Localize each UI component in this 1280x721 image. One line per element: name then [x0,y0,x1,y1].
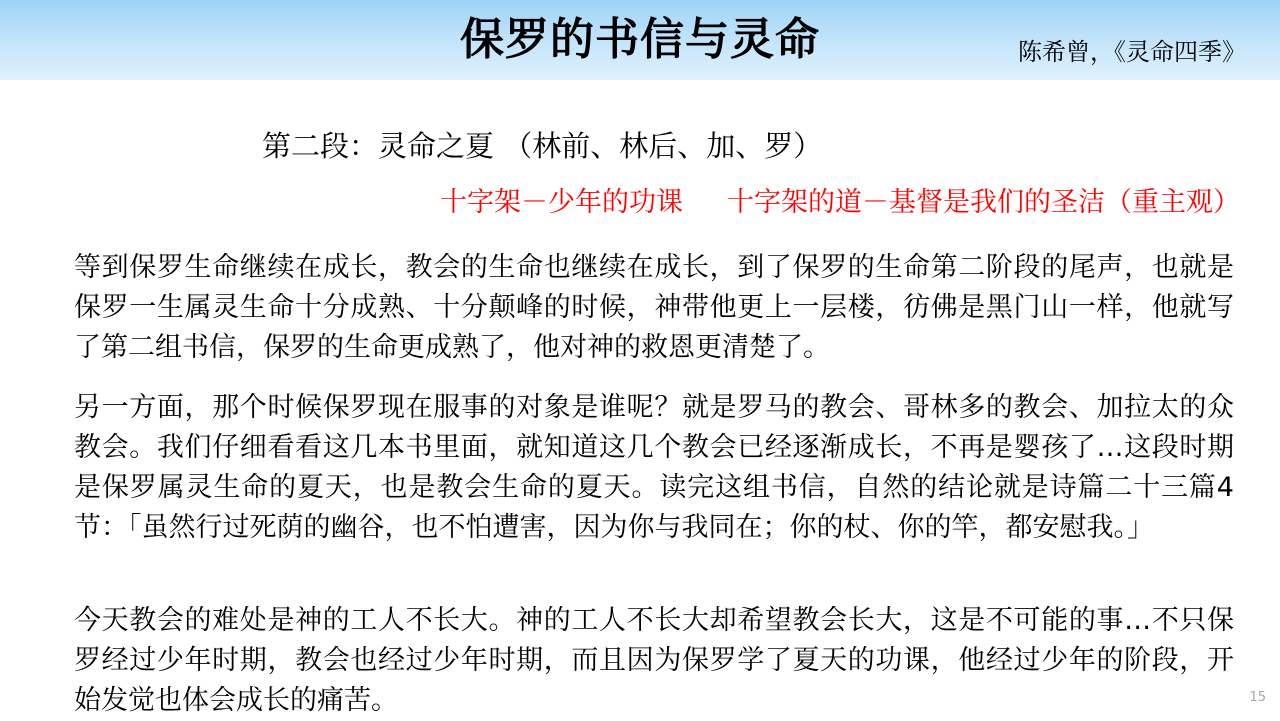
body-paragraph-2: 另一方面，那个时候保罗现在服事的对象是谁呢？就是罗马的教会、哥林多的教会、加拉太的众教会。我们仔细看看这几本书里面，就知道这几个教会已经逐渐成长，不再是婴孩了…这段时期是保罗属灵生命的夏天，也是教会生命的夏天。读完这组书信，自然的结论就是诗篇二十三篇4节：「虽然行过死荫的幽谷，也不怕遭害，因为你与我同在；你的杖、你的竿，都安慰我。」 [74,392,1234,543]
theme-right: 十字架的道－基督是我们的圣洁（重主观） [727,187,1240,218]
theme-line [440,184,1240,222]
page-number: 15 [1249,690,1266,705]
body-paragraph-1: 等到保罗生命继续在成长，教会的生命也继续在成长，到了保罗的生命第二阶段的尾声，也就是保罗一生属灵生命十分成熟、十分颠峰的时候，神带他更上一层楼，彷佛是黑门山一样，他就写了第二组书信，保罗的生命更成熟了，他对神的救恩更清楚了。 [74,252,1234,363]
section-heading: 第二段：灵命之夏 （林前、林后、加、罗） [262,129,823,163]
theme-left: 十字架－少年的功课 [440,187,683,218]
attribution: 陈希曾，《灵命四季》 [1018,38,1246,66]
body-paragraph-3: 今天教会的难处是神的工人不长大。神的工人不长大却希望教会长大，这是不可能的事…不只保罗经过少年时期，教会也经过少年时期，而且因为保罗学了夏天的功课，他经过少年的阶段，开始发觉也体会成长的痛苦。 [74,605,1234,716]
slide-title: 保罗的书信与灵命 [460,14,820,65]
